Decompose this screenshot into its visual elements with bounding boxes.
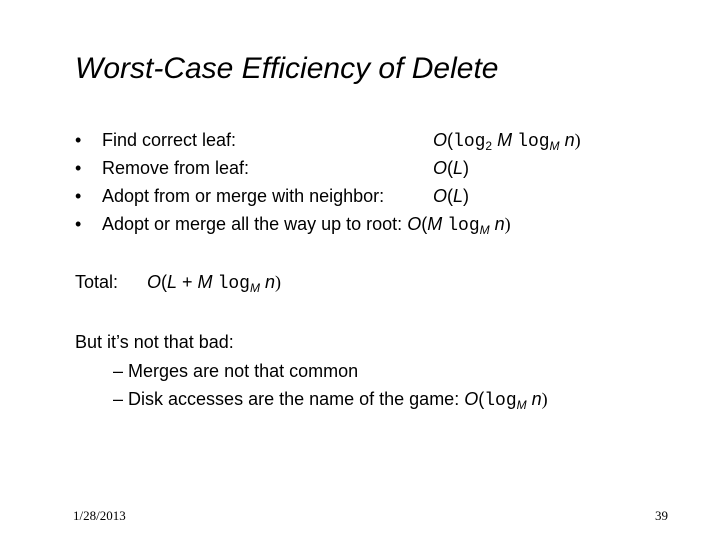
bullet-label: Adopt or merge all the way up to root: O(M $\log_M n$) <box>102 214 511 237</box>
sub-item <box>113 389 548 411</box>
bullet-label: Remove from leaf: <box>102 158 250 178</box>
dash-marker: – <box>113 361 124 381</box>
slide-title: Worst-Case Efficiency of Delete <box>75 52 499 85</box>
bullet-marker: • <box>75 158 82 178</box>
but-heading: But it’s not that bad: <box>75 332 234 352</box>
bullet-marker: • <box>75 186 82 206</box>
complexity-expression: O(L) <box>433 186 470 206</box>
bullet-label: Find correct leaf: <box>102 130 237 150</box>
total-line <box>75 272 281 295</box>
bullet-label: Adopt from or merge with neighbor: <box>102 186 385 206</box>
sub-item <box>113 361 358 382</box>
bullet-marker: • <box>75 130 82 150</box>
sub-item-label: Merges are not that common <box>128 361 359 381</box>
slide-number: 39 <box>655 508 668 523</box>
footer-date: 1/28/2013 <box>73 508 126 523</box>
total-expression: O(L + M $\log_M n$) <box>147 272 281 295</box>
complexity-expression: $O(\log_2$ M $\log_M n$) <box>433 130 581 153</box>
bullet-marker: • <box>75 214 82 234</box>
complexity-expression: O(M $\log_M n$) <box>407 214 511 237</box>
complexity-expression: O(L) <box>433 158 470 178</box>
sub-item-label: Disk accesses are the name of the game: <box>128 389 460 409</box>
total-label: Total: <box>75 272 119 292</box>
complexity-expression: $O(\log_M$ n) <box>464 389 548 412</box>
dash-marker: – <box>113 389 124 409</box>
